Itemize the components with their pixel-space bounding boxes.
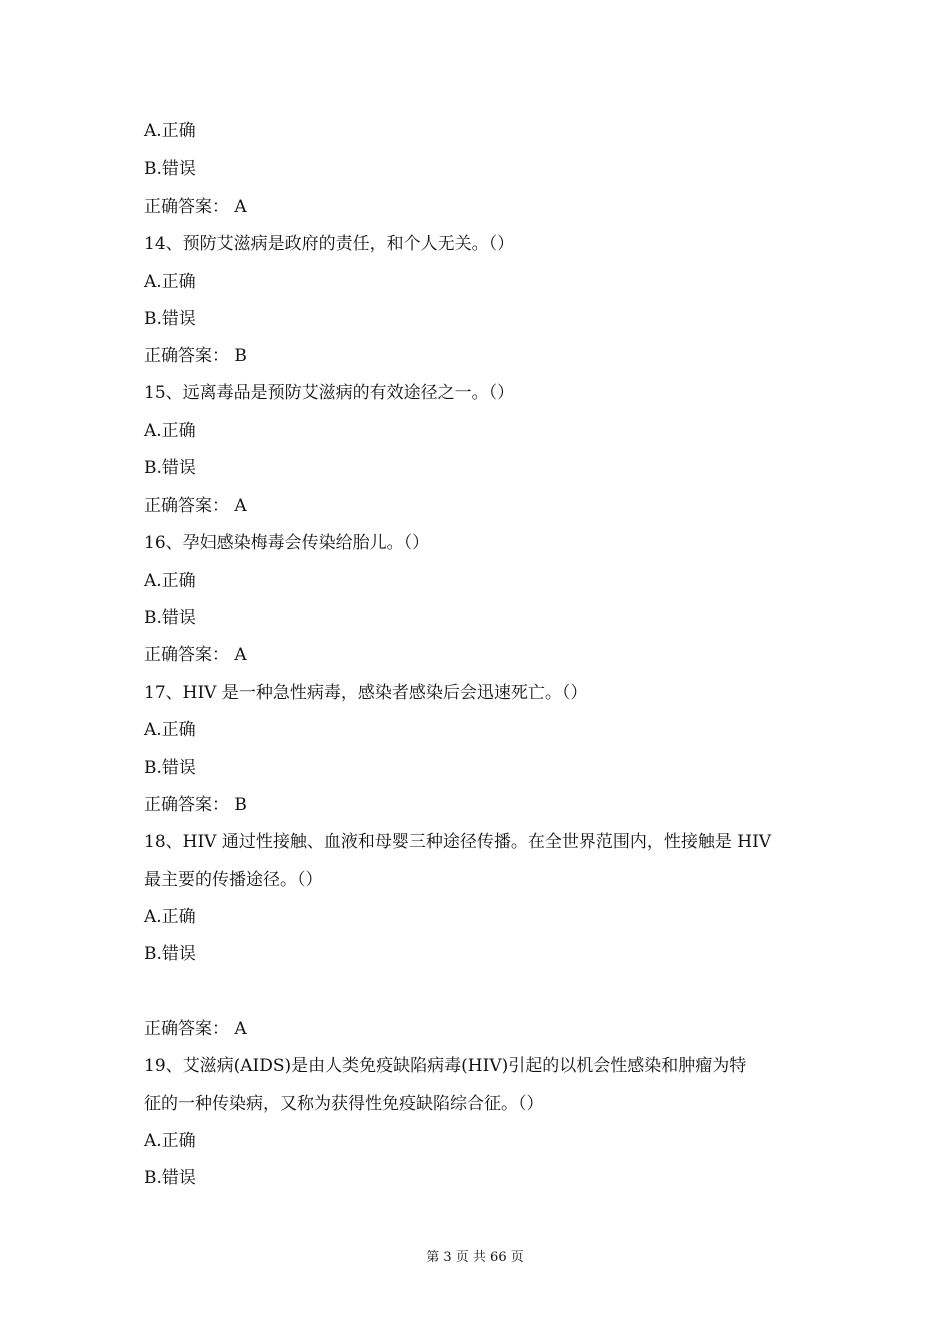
page-footer: 第 3 页 共 66 页	[426, 1250, 524, 1265]
option-a: A.正确	[144, 907, 196, 927]
question-16: 16、孕妇感染梅毒会传染给胎儿。（）	[144, 533, 430, 553]
option-b: B.错误	[144, 1168, 196, 1188]
question-14: 14、预防艾滋病是政府的责任，和个人无关。（）	[144, 234, 515, 254]
option-a: A.正确	[144, 272, 196, 292]
answer-line: 正确答案： A	[144, 1019, 247, 1039]
option-b: B.错误	[144, 758, 196, 778]
question-18-continued: 最主要的传播途径。（）	[144, 870, 323, 890]
question-17: 17、HIV 是一种急性病毒，感染者感染后会迅速死亡。（）	[144, 683, 588, 703]
option-b: B.错误	[144, 458, 196, 478]
question-19-continued: 征的一种传染病，又称为获得性免疫缺陷综合征。（）	[144, 1094, 544, 1114]
option-b: B.错误	[144, 944, 196, 964]
answer-line: 正确答案： B	[144, 346, 247, 366]
answer-line: 正确答案： A	[144, 645, 247, 665]
option-b: B.错误	[144, 309, 196, 329]
option-b: B.错误	[144, 159, 196, 179]
option-a: A.正确	[144, 571, 196, 591]
option-a: A.正确	[144, 720, 196, 740]
answer-line: 正确答案： B	[144, 795, 247, 815]
option-a: A.正确	[144, 121, 196, 141]
question-19: 19、艾滋病(AIDS)是由人类免疫缺陷病毒(HIV)引起的以机会性感染和肿瘤为特	[144, 1056, 747, 1076]
answer-line: 正确答案： A	[144, 496, 247, 516]
option-b: B.错误	[144, 608, 196, 628]
option-a: A.正确	[144, 421, 196, 441]
answer-line: 正确答案： A	[144, 197, 247, 217]
option-a: A.正确	[144, 1131, 196, 1151]
question-18: 18、HIV 通过性接触、血液和母婴三种途径传播。在全世界范围内，性接触是 HIV	[144, 832, 772, 852]
question-15: 15、远离毒品是预防艾滋病的有效途径之一。（）	[144, 383, 515, 403]
